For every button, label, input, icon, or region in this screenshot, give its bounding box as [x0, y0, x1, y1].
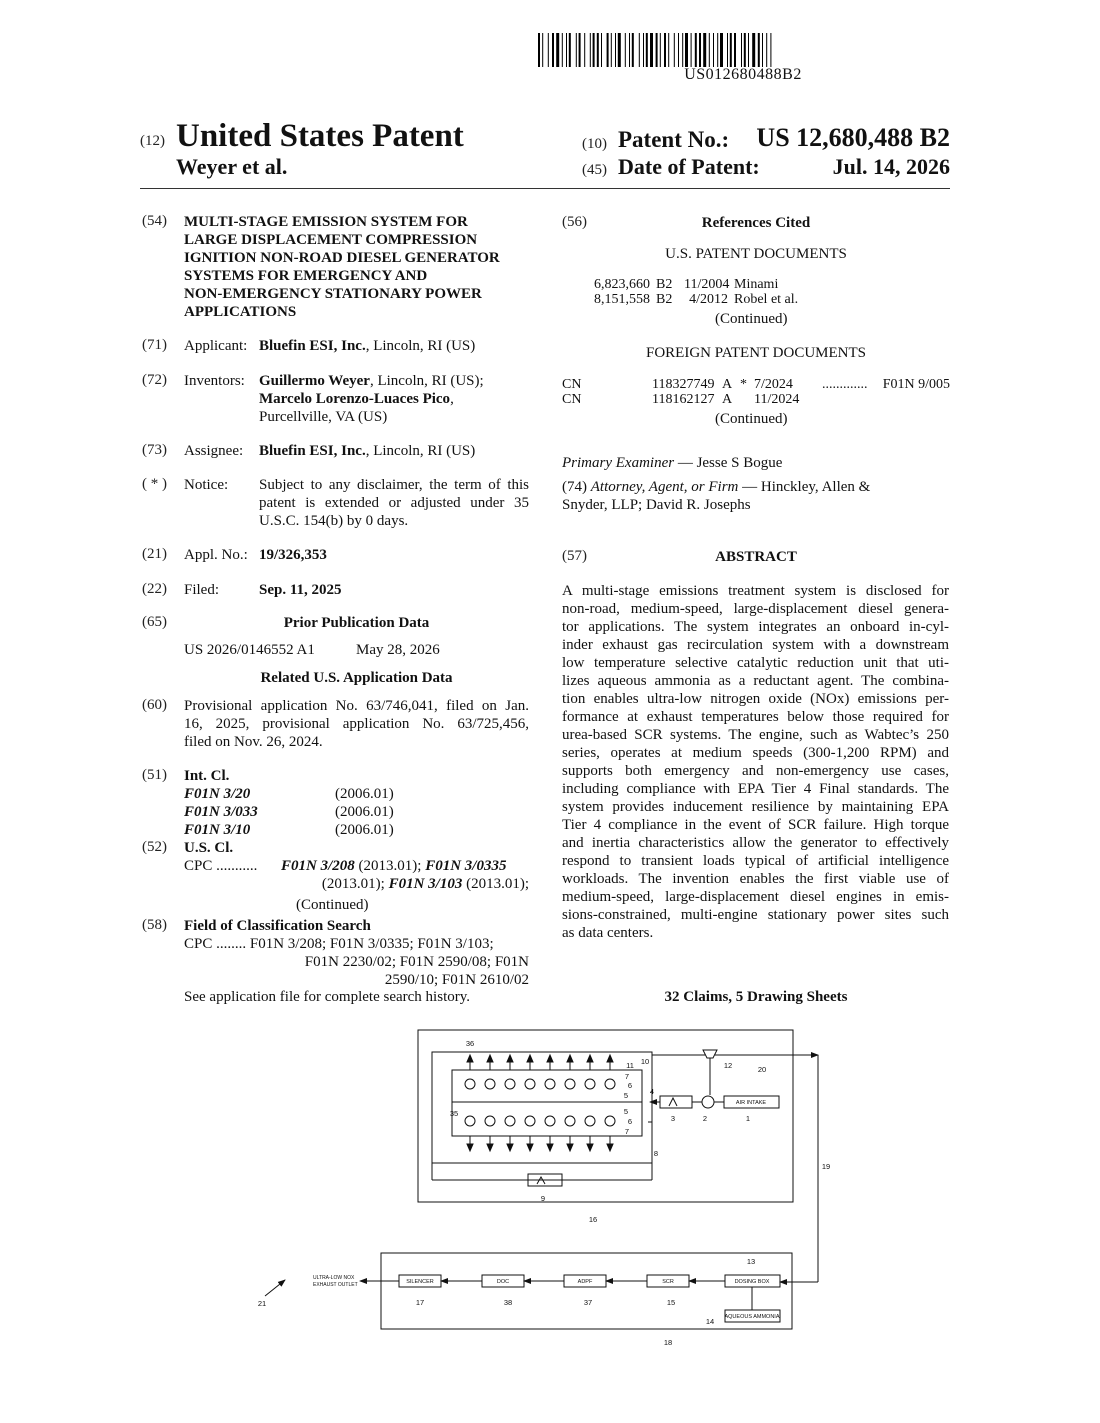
representative-drawing	[0, 1020, 1100, 1350]
exhaust-arrow	[567, 1136, 573, 1151]
cpc-line-2: (2013.01); F01N 3/103 (2013.01);	[321, 876, 529, 892]
cylinder	[605, 1079, 615, 1089]
exhaust-arrow	[467, 1055, 473, 1070]
abstract-heading: ABSTRACT	[715, 549, 797, 565]
us-patent-documents-heading: U.S. PATENT DOCUMENTS	[665, 246, 847, 262]
cpc-line-1: F01N 3/208 (2013.01); F01N 3/0335	[281, 858, 507, 874]
code-57: (57)	[562, 548, 587, 564]
reference-row: CN 118162127 A 11/2024	[562, 392, 800, 407]
engine-frame	[432, 1052, 655, 1163]
code-56: (56)	[562, 214, 587, 230]
exhaust-arrow	[507, 1136, 513, 1151]
ref-3: 3	[670, 1114, 676, 1123]
field-search-label: Field of Classification Search	[184, 918, 371, 934]
header-divider	[140, 188, 950, 189]
exhaust-arrow	[607, 1055, 613, 1070]
exhaust-arrow	[487, 1136, 493, 1151]
reference-row: 8,151,558 B2 4/2012 Robel et al.	[594, 292, 799, 307]
ref-35: 35	[449, 1109, 459, 1118]
doc-label: DOC	[496, 1279, 510, 1285]
us-cl-label: U.S. Cl.	[184, 840, 234, 856]
filed-label: Filed:	[184, 582, 220, 598]
silencer-label: SILENCER	[406, 1279, 434, 1285]
ref-10: 10	[640, 1057, 650, 1066]
provisional-applications: Provisional application No. 63/746,041, filed on Jan. 16, 2025, provisional application No. 63/725,456, filed on Nov. 26, 2024.	[184, 698, 529, 750]
cylinder	[585, 1079, 595, 1089]
prior-publication-date: May 28, 2026	[356, 642, 440, 658]
cylinder	[605, 1116, 615, 1126]
date-of-patent: Jul. 14, 2026	[832, 154, 950, 179]
scr-label: SCR	[662, 1279, 674, 1285]
ref-21: 21	[257, 1299, 267, 1308]
ref-7a: 7	[624, 1072, 630, 1081]
ref-12: 12	[723, 1061, 733, 1070]
barcode	[538, 33, 948, 67]
exhaust-arrow	[587, 1136, 593, 1151]
patent-no-label: Patent No.:	[618, 127, 730, 152]
cylinder	[465, 1079, 475, 1089]
cylinder	[585, 1116, 595, 1126]
ref-5a: 5	[623, 1091, 629, 1100]
code-58: (58)	[142, 917, 167, 933]
document-type: United States Patent	[176, 118, 464, 154]
field-search-note: See application file for complete search history.	[184, 989, 471, 1005]
adpf-label: ADPF	[577, 1279, 593, 1285]
cylinder	[525, 1116, 535, 1126]
code-60: (60)	[142, 697, 167, 713]
code-45: (45)	[582, 162, 607, 178]
date-of-patent-label: Date of Patent:	[618, 154, 760, 179]
cpc-continued: (Continued)	[296, 897, 369, 913]
code-10: (10)	[582, 136, 607, 152]
cylinder	[545, 1079, 555, 1089]
prior-publication-heading: Prior Publication Data	[283, 615, 430, 631]
appl-no-label: Appl. No.:	[184, 547, 248, 563]
claims-summary: 32 Claims, 5 Drawing Sheets	[664, 989, 848, 1005]
prior-publication-number: US 2026/0146552 A1	[184, 642, 315, 658]
cylinder	[465, 1116, 475, 1126]
applicant: Bluefin ESI, Inc., Lincoln, RI (US)	[259, 338, 476, 354]
int-cl-label: Int. Cl.	[184, 768, 230, 784]
code-73: (73)	[142, 442, 167, 458]
barcode-number: US012680488B2	[684, 66, 802, 83]
reference-row: 6,823,660 B2 11/2004 Minami	[594, 277, 779, 292]
code-54: (54)	[142, 213, 167, 229]
us-references-table	[594, 277, 798, 307]
ref-8: 8	[653, 1149, 659, 1158]
cylinder	[505, 1116, 515, 1126]
ref-17: 17	[415, 1298, 425, 1307]
patent-number: US 12,680,488 B2	[756, 123, 950, 152]
references-heading: References Cited	[701, 215, 811, 231]
ref-1: 1	[745, 1114, 751, 1123]
ref-7b: 7	[624, 1127, 630, 1136]
compressor	[702, 1096, 714, 1108]
exhaust-arrow	[467, 1136, 473, 1151]
patent-title: MULTI-STAGE EMISSION SYSTEM FOR LARGE DISPLACEMENT COMPRESSION IGNITION NON-ROAD DIESEL GENERATOR SYSTEMS FOR EMERGENCY AND NON-EMERGENCY STATIONARY POWER APPLICATIONS	[184, 214, 500, 320]
cpc-label: CPC ...........	[184, 858, 258, 874]
exhaust-arrow	[567, 1055, 573, 1070]
filed-date: Sep. 11, 2025	[259, 582, 342, 598]
ref-9: 9	[540, 1194, 546, 1203]
related-application-heading: Related U.S. Application Data	[260, 670, 453, 686]
exhaust-arrow	[607, 1136, 613, 1151]
applicant-label: Applicant:	[184, 338, 248, 354]
foreign-references-continued: (Continued)	[715, 411, 788, 427]
reference-row: CN 118327749 A * 7/2024 ............. F01N 9/005	[562, 377, 950, 392]
upper-enclosure-boundary	[418, 1030, 793, 1202]
code-51: (51)	[142, 767, 167, 783]
exhaust-arrow	[527, 1055, 533, 1070]
turbine	[703, 1050, 717, 1058]
cylinder	[505, 1079, 515, 1089]
inventors-short: Weyer et al.	[176, 154, 288, 179]
ref-20: 20	[757, 1065, 767, 1074]
ref-36: 36	[465, 1039, 475, 1048]
ref-15: 15	[666, 1298, 676, 1307]
notice-text: Subject to any disclaimer, the term of this patent is extended or adjusted under 35 U.S.C. 154(b) by 0 days.	[259, 477, 529, 529]
ref-16: 16	[588, 1215, 598, 1224]
outlet-label-1: ULTRA-LOW NOX	[313, 1275, 355, 1281]
ref-19: 19	[821, 1162, 831, 1171]
code-21: (21)	[142, 546, 167, 562]
us-references-continued: (Continued)	[715, 311, 788, 327]
exhaust-arrow	[587, 1055, 593, 1070]
abstract-text: A multi-stage emissions treatment system is disclosed for non-road, medium-speed, large-displacement diesel genera- tor applications. The system integrates an onboard in-cyl- inder exhaust gas recirculation system with a downstream low temperature selective catalytic reduction unit that uti- lizes aqueous ammonia as a reductant agent. The combina- tion enables ultra-low nitrogen oxide (NOx) emissions per- formance at exhaust temperatures below those required for urea-based SCR systems. The engine, such as Wabtec’s 250 series, operates at medium speeds (300-1,200 RPM) and supports both emergency and non-emergency use cases, including compliance with EPA Tier 4 Final standards. The system provides inducement resilience by maintaining EPA Tier 4 compliance in the event of SCR failure. High torque and inertia characteristics allow the generator to effectively respond to transient loads typical of artificial intelligence workloads. The invention enables the first viable use of medium-speed, large-displacement diesel engines in emis- sions-constrained, multi-engine stationary power sites such as data centers.	[562, 583, 949, 941]
code-71: (71)	[142, 337, 167, 353]
cylinder	[565, 1116, 575, 1126]
field-search-classes: CPC ........ F01N 3/208; F01N 3/0335; F01N 3/103; F01N 2230/02; F01N 2590/08; F01N 2590/10; F01N 2610/02	[184, 936, 529, 988]
exhaust-arrow	[487, 1055, 493, 1070]
ref-5b: 5	[623, 1107, 629, 1116]
charge-air-cooler	[660, 1096, 692, 1108]
dosing-box-label: DOSING BOX	[734, 1279, 770, 1285]
cylinder	[525, 1079, 535, 1089]
ref-6b: 6	[627, 1117, 633, 1126]
ref-14: 14	[705, 1317, 715, 1326]
code-12: (12)	[140, 133, 165, 149]
exhaust-arrow	[547, 1136, 553, 1151]
outlet-label-2: EXHAUST OUTLET	[313, 1282, 358, 1288]
int-cl-list: F01N 3/20 (2006.01) F01N 3/033 (2006.01) F01N 3/10 (2006.01)	[184, 786, 394, 838]
code-65: (65)	[142, 614, 167, 630]
foreign-references-table	[562, 377, 950, 407]
appl-no: 19/326,353	[259, 547, 327, 563]
foreign-patent-documents-heading: FOREIGN PATENT DOCUMENTS	[645, 345, 867, 361]
cylinder	[545, 1116, 555, 1126]
cylinder	[485, 1079, 495, 1089]
primary-examiner: Primary Examiner — Jesse S Bogue	[562, 455, 783, 471]
ref-2: 2	[702, 1114, 708, 1123]
ref-37: 37	[583, 1298, 593, 1307]
ref-4: 4	[649, 1087, 655, 1096]
assignee-label: Assignee:	[184, 443, 244, 459]
cylinders	[465, 1055, 615, 1151]
code-52: (52)	[142, 839, 167, 855]
code-72: (72)	[142, 372, 167, 388]
assignee: Bluefin ESI, Inc., Lincoln, RI (US)	[259, 443, 476, 459]
notice-label: Notice:	[184, 477, 229, 493]
cylinder	[565, 1079, 575, 1089]
inventors: Guillermo Weyer, Lincoln, RI (US); Marcelo Lorenzo-Luaces Pico, Purcellville, VA (US)	[259, 373, 484, 425]
code-notice: ( * )	[142, 476, 167, 492]
ref-38: 38	[503, 1298, 513, 1307]
ref-13: 13	[746, 1257, 756, 1266]
code-22: (22)	[142, 581, 167, 597]
exhaust-arrow	[507, 1055, 513, 1070]
exhaust-arrow	[527, 1136, 533, 1151]
ammonia-label: AQUEOUS AMMONIA	[724, 1314, 780, 1320]
attorney: (74) Attorney, Agent, or Firm — Hinckley, Allen & Snyder, LLP; David R. Josephs	[562, 479, 871, 513]
inventors-label: Inventors:	[184, 373, 245, 389]
exhaust-arrow	[547, 1055, 553, 1070]
ref-18: 18	[663, 1338, 673, 1347]
ref-6a: 6	[627, 1081, 633, 1090]
cylinder	[485, 1116, 495, 1126]
air-intake-label: AIR INTAKE	[735, 1100, 767, 1106]
ref-11: 11	[626, 1061, 634, 1070]
